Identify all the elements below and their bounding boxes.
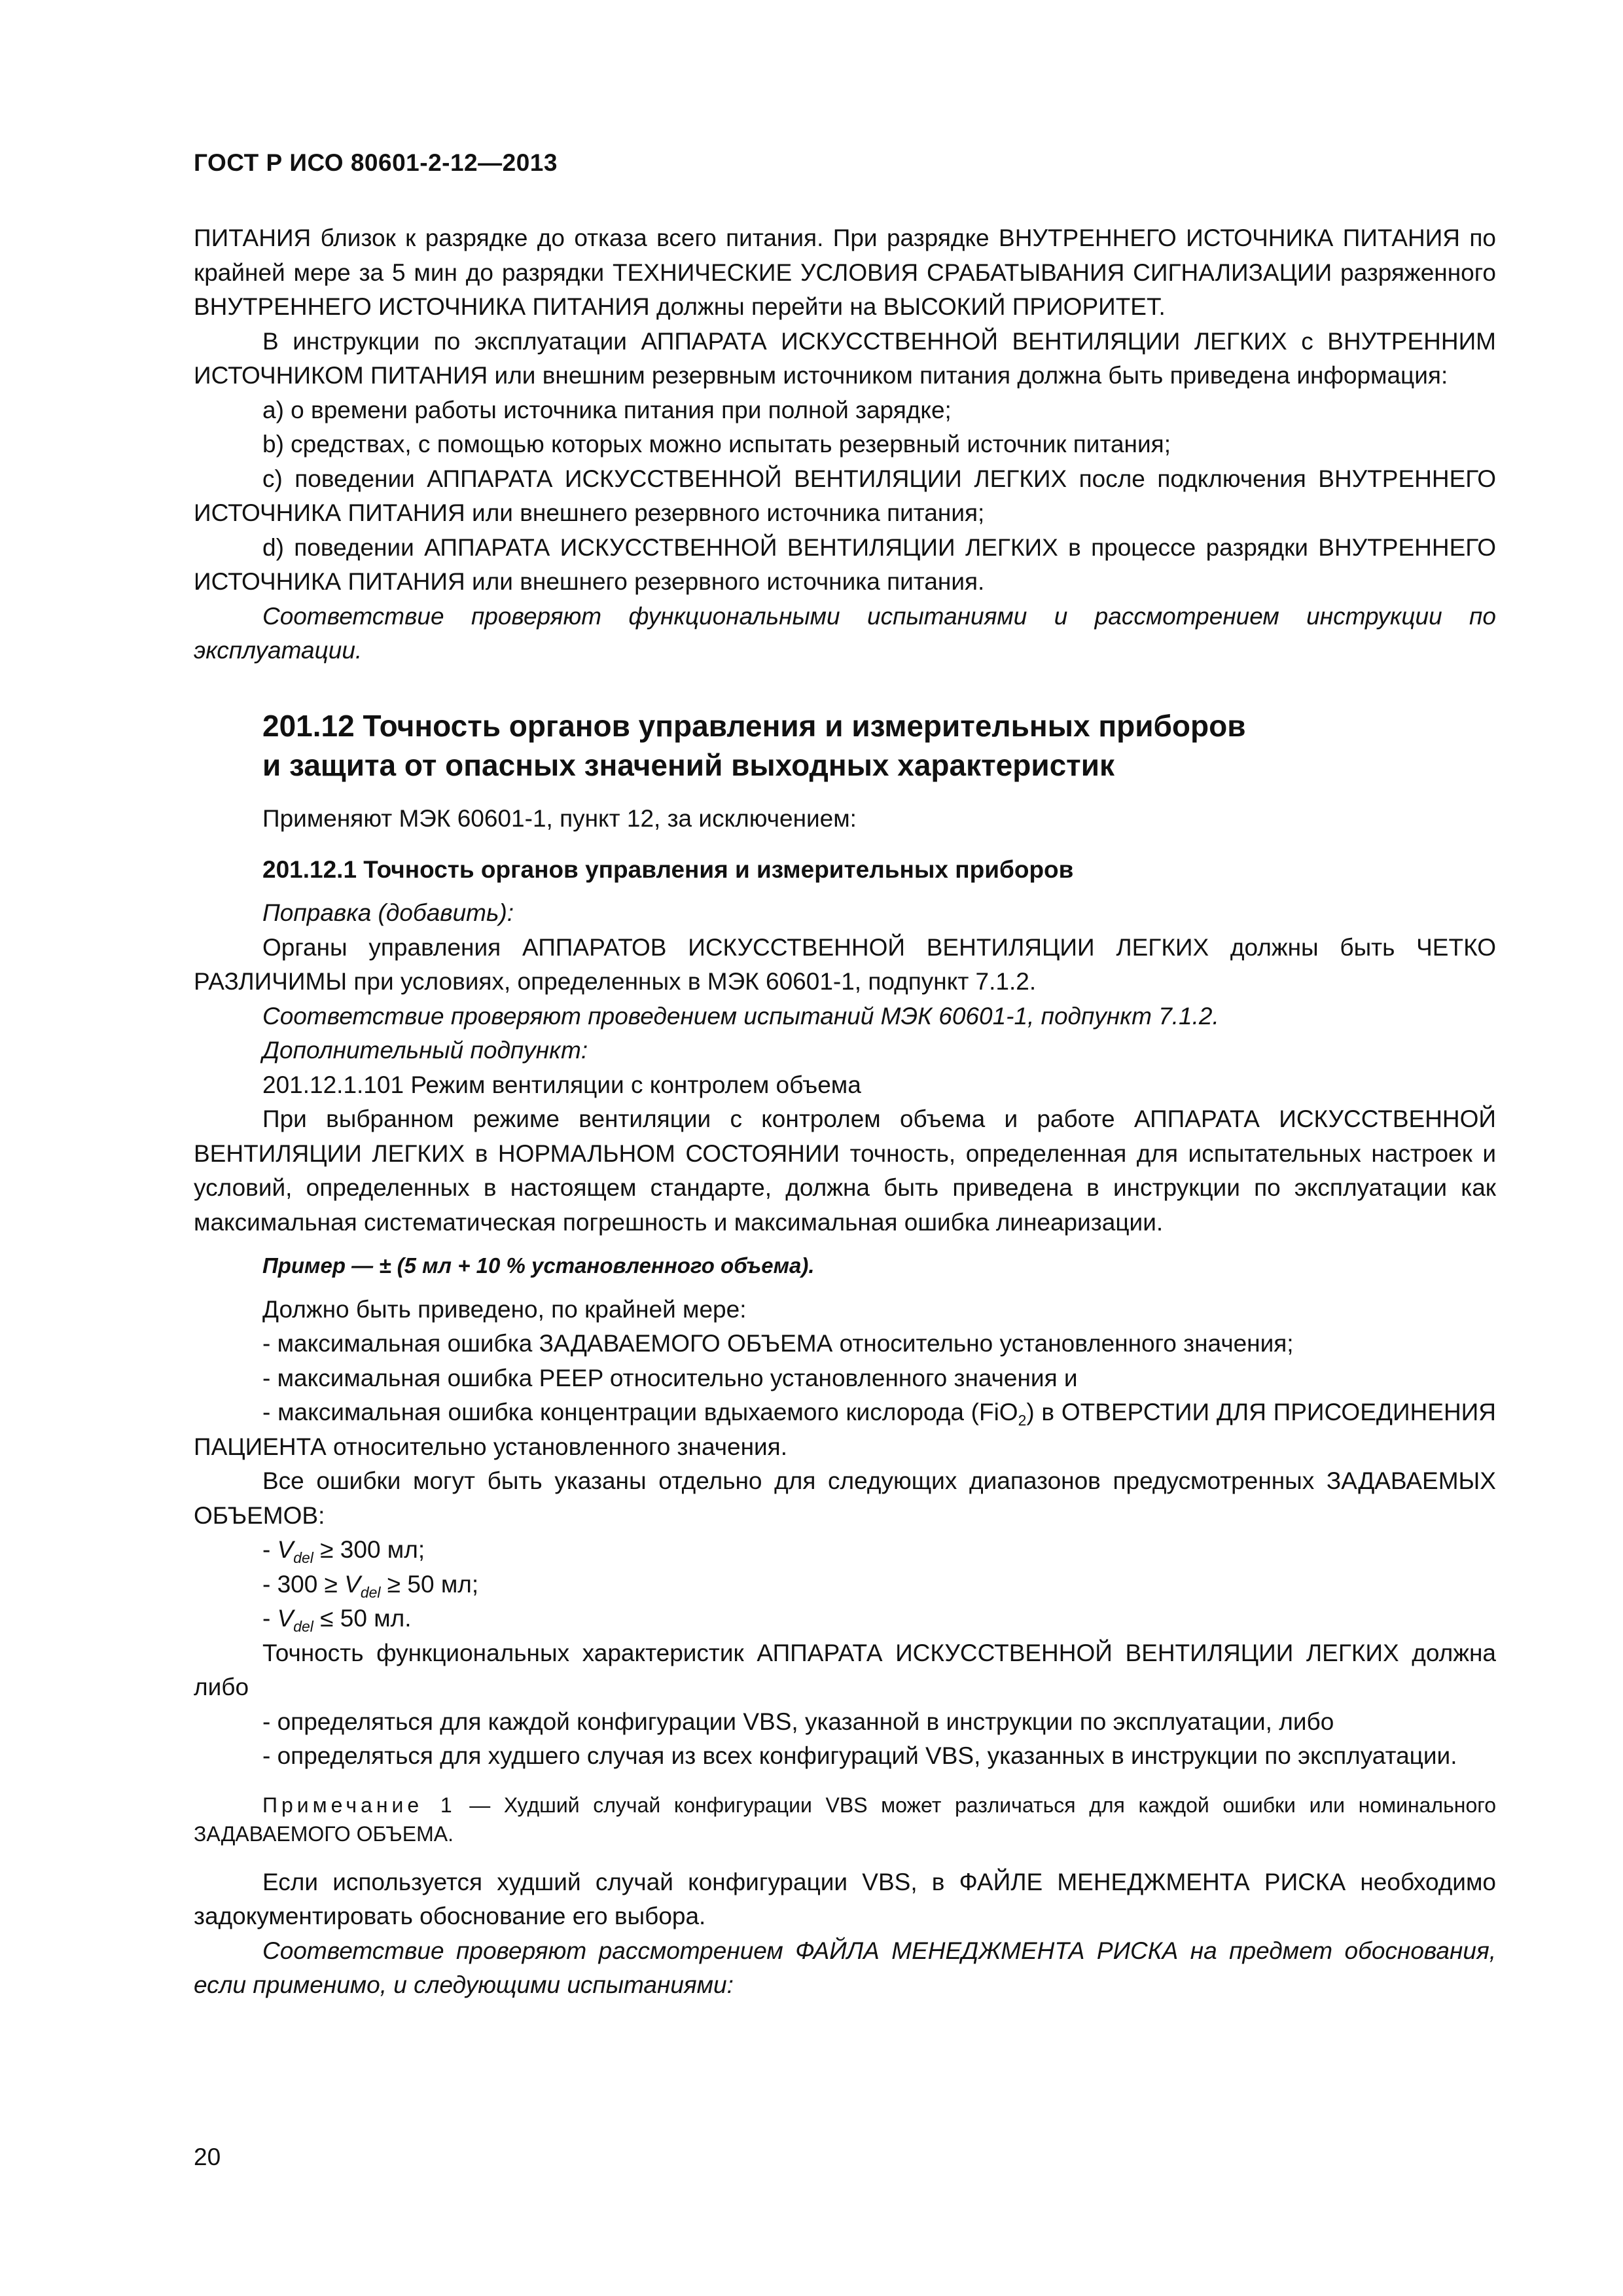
paragraph: Точность функциональных характеристик АППАРАТА ИСКУССТВЕННОЙ ВЕНТИЛЯЦИИ ЛЕГКИХ должна либо (194, 1639, 1496, 1700)
paragraph: Если используется худший случай конфигурации VBS, в ФАЙЛЕ МЕНЕДЖМЕНТА РИСКА необходимо задокументировать обоснование его выбора. (194, 1868, 1496, 1929)
compliance-statement: Соответствие проверяют проведением испытаний МЭК 60601-1, подпункт 7.1.2. (262, 1002, 1219, 1030)
additional-clause-label: Дополнительный подпункт: (262, 1037, 588, 1064)
list-item: c) поведении АППАРАТА ИСКУССТВЕННОЙ ВЕНТИЛЯЦИИ ЛЕГКИХ после подключения ВНУТРЕННЕГО ИСТОЧНИКА ПИТАНИЯ или внешнего резервного источника питания; (194, 465, 1496, 526)
paragraph: Должно быть приведено, по крайней мере: (262, 1295, 747, 1323)
page-number: 20 (194, 2144, 221, 2170)
paragraph: В инструкции по эксплуатации АППАРАТА ИСКУССТВЕННОЙ ВЕНТИЛЯЦИИ ЛЕГКИХ с ВНУТРЕННИМ ИСТОЧНИКОМ ПИТАНИЯ или внешним резервным источником питания должна быть приведена информация: (194, 327, 1496, 389)
list-item: - определяться для каждой конфигурации VBS, указанной в инструкции по эксплуатации, либо (262, 1708, 1334, 1735)
range-item: - $300 \ge V_{del} \ge 50$ мл; (262, 1570, 479, 1601)
paragraph: ПИТАНИЯ близок к разрядке до отказа всего питания. При разрядке ВНУТРЕННЕГО ИСТОЧНИКА ПИТАНИЯ по крайней мере за 5 мин до разрядки ТЕХНИЧЕСКИЕ УСЛОВИЯ СРАБАТЫВАНИЯ СИГНАЛИЗАЦИИ разряженного ВНУТРЕННЕГО ИСТОЧНИКА ПИТАНИЯ должны перейти на ВЫСОКИЙ ПРИОРИТЕТ. (194, 224, 1496, 320)
list-item: - максимальная ошибка ЗАДАВАЕМОГО ОБЪЕМА относительно установленного значения; (262, 1330, 1294, 1357)
list-item: - максимальная ошибка концентрации вдыхаемого кислорода (FiO$_2$) в ОТВЕРСТИИ ДЛЯ ПРИСОЕДИНЕНИЯ ПАЦИЕНТА относительно установленного значения. (194, 1399, 1496, 1460)
amendment-label: Поправка (добавить): (262, 899, 514, 926)
section-intro: Применяют МЭК 60601-1, пункт 12, за исключением: (262, 804, 857, 832)
standard-header: ГОСТ Р ИСО 80601-2-12—2013 (194, 149, 558, 176)
list-item: - максимальная ошибка PEEP относительно установленного значения и (262, 1364, 1078, 1391)
list-item: b) средствах, с помощью которых можно испытать резервный источник питания; (262, 431, 1171, 457)
compliance-statement: Соответствие проверяют функциональными испытаниями и рассмотрением инструкции по эксплуатации. (194, 602, 1496, 664)
page-content (194, 221, 1496, 2003)
list-item: - определяться для худшего случая из всех конфигураций VBS, указанных в инструкции по эксплуатации. (262, 1742, 1457, 1769)
paragraph: При выбранном режиме вентиляции с контролем объема и работе АППАРАТА ИСКУССТВЕННОЙ ВЕНТИЛЯЦИИ ЛЕГКИХ в НОРМАЛЬНОМ СОСТОЯНИИ точность, определенная для испытательных настроек и условий, определенных в настоящем стандарте, должна быть приведена в инструкции по эксплуатации как максимальная систематическая погрешность и максимальная ошибка линеаризации. (194, 1105, 1496, 1236)
range-item: - $V_{del} \ge 300$ мл; (262, 1536, 425, 1567)
range-item: - $V_{del} \le 50$ мл. (262, 1605, 412, 1636)
list-item: a) о времени работы источника питания при полной зарядке; (262, 396, 952, 423)
note: Примечание 1 — Худший случай конфигурации VBS может различаться для каждой ошибки или номинального ЗАДАВАЕМОГО ОБЪЕМА. (194, 1793, 1497, 1846)
compliance-statement: Соответствие проверяют рассмотрением ФАЙЛА МЕНЕДЖМЕНТА РИСКА на предмет обоснования, если применимо, и следующими испытаниями: (194, 1937, 1496, 1998)
list-item: d) поведении АППАРАТА ИСКУССТВЕННОЙ ВЕНТИЛЯЦИИ ЛЕГКИХ в процессе разрядки ВНУТРЕННЕГО ИСТОЧНИКА ПИТАНИЯ или внешнего резервного источника питания. (194, 533, 1496, 595)
example: Пример — ± (5 мл + 10 % установленного объема). (262, 1253, 815, 1278)
paragraph: Все ошибки могут быть указаны отдельно для следующих диапазонов предусмотренных ЗАДАВАЕМЫХ ОБЪЕМОВ: (194, 1467, 1496, 1529)
note-label: Примечание 1 (262, 1793, 456, 1817)
paragraph: Органы управления АППАРАТОВ ИСКУССТВЕННОЙ ВЕНТИЛЯЦИИ ЛЕГКИХ должны быть ЧЕТКО РАЗЛИЧИМЫ при условиях, определенных в МЭК 60601-1, подпункт 7.1.2. (194, 933, 1496, 995)
subsection-heading: 201.12.1 Точность органов управления и измерительных приборов (262, 856, 1074, 883)
clause-title: 201.12.1.101 Режим вентиляции с контролем объема (262, 1071, 861, 1098)
section-heading: 201.12 Точность органов управления и измерительных приборов и защита от опасных значений выходных характеристик (262, 708, 1246, 782)
